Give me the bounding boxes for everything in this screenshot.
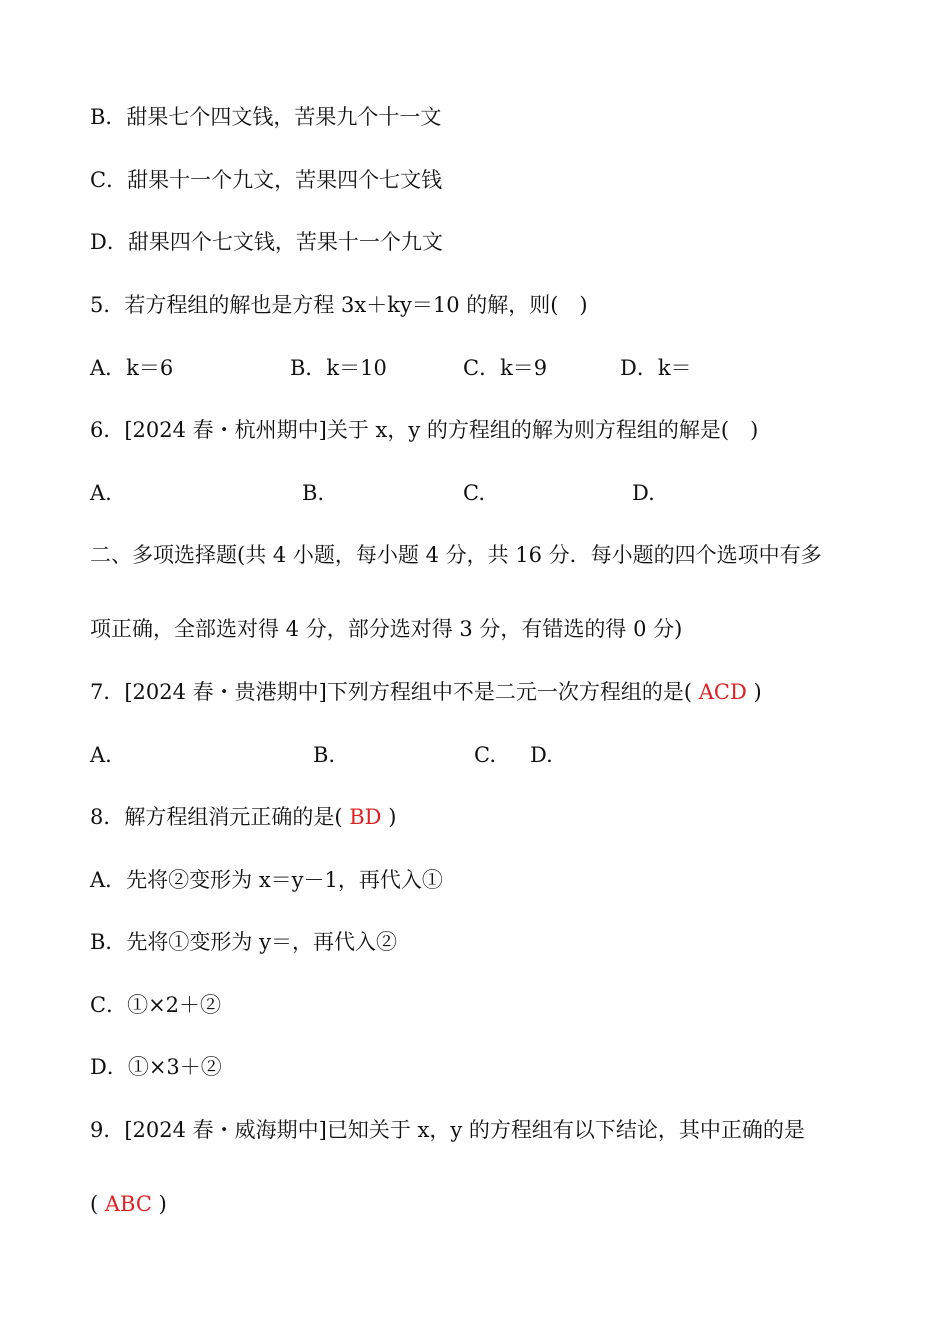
q7-text: 7．[2024 春・贵港期中]下列方程组中不是二元一次方程组的是(	[90, 680, 693, 704]
q9-answer: ABC	[104, 1192, 152, 1216]
q8-answer: BD	[349, 805, 382, 829]
q9-answer-line	[90, 1190, 167, 1218]
q4-option-b: B．甜果七个四文钱，苦果九个十一文	[90, 105, 442, 129]
q5-option-d: D．k＝	[620, 356, 692, 380]
q6-option-d: D.	[632, 481, 655, 505]
q9-close: )	[158, 1192, 167, 1216]
q7-option-c: C.	[474, 743, 496, 767]
q6-option-b: B.	[302, 481, 325, 505]
q8-option-b: B．先将①变形为 y＝，再代入②	[90, 930, 397, 954]
question-9: 9．[2024 春・威海期中]已知关于 x，y 的方程组有以下结论，其中正确的是	[90, 1118, 805, 1142]
q7-option-d: D.	[530, 743, 553, 767]
q7-option-a: A.	[90, 743, 112, 767]
question-8	[90, 803, 396, 831]
q8-option-c: C．①×2＋②	[90, 993, 222, 1017]
q5-option-a: A．k＝6	[90, 356, 174, 380]
question-5: 5．若方程组的解也是方程 3x＋ky＝10 的解，则( )	[90, 293, 588, 317]
q4-option-d: D．甜果四个七文钱，苦果十一个九文	[90, 230, 443, 254]
question-7	[90, 678, 762, 706]
q7-answer: ACD	[698, 680, 747, 704]
q5-option-c: C．k＝9	[463, 356, 548, 380]
q5-option-b: B．k＝10	[290, 356, 387, 380]
q8-option-a: A．先将②变形为 x＝y－1，再代入①	[90, 868, 443, 892]
q9-open: (	[90, 1192, 99, 1216]
q7-option-b: B.	[313, 743, 336, 767]
question-6: 6．[2024 春・杭州期中]关于 x，y 的方程组的解为则方程组的解是( )	[90, 418, 759, 442]
section-2-heading-cont: 项正确，全部选对得 4 分，部分选对得 3 分，有错选的得 0 分)	[90, 617, 683, 641]
q4-option-c: C．甜果十一个九文，苦果四个七文钱	[90, 168, 443, 192]
q8-option-d: D．①×3＋②	[90, 1055, 222, 1079]
q6-option-a: A.	[90, 481, 112, 505]
q8-text: 8．解方程组消元正确的是(	[90, 805, 343, 829]
q7-close: )	[753, 680, 762, 704]
q6-option-c: C.	[463, 481, 485, 505]
q8-close: )	[388, 805, 397, 829]
section-2-heading: 二、多项选择题(共 4 小题，每小题 4 分，共 16 分．每小题的四个选项中有多	[90, 543, 822, 567]
